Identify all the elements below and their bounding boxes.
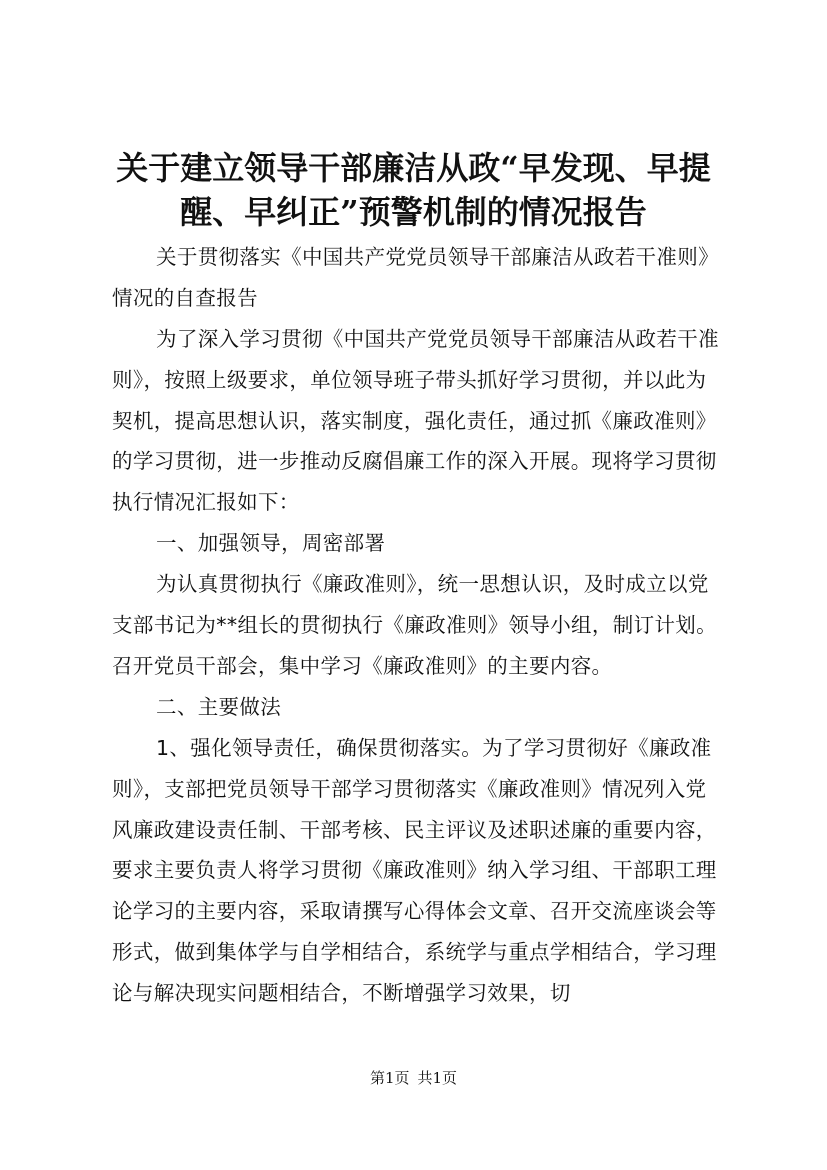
document-title-line-1: 关于建立领导干部廉洁从政“早发现、早提 [116, 149, 711, 187]
section-1-heading: 一、加强领导，周密部署 [156, 531, 386, 555]
document-title-line-2: 醒、早纠正”预警机制的情况报告 [180, 193, 647, 231]
section-2-item-1: 1、强化领导责任，确保贯彻落实。为了学习贯彻好《廉政准则》，支部把党员领导干部学习贯彻落实《廉政准则》情况列入党风廉政建设责任制、干部考核、民主评议及述职述廉的重要内容，要求主要负责人将学习贯彻《廉政准则》纳入学习组、干部职工理论学习的主要内容，采取请撰写心得体会文章、召开交流座谈会等形式，做到集体学与自学相结合，系统学与重点学相结合，学习理论与解决现实问题相结合，不断增强学习效果，切 [112, 736, 717, 1005]
page-number: 第1页 [369, 1069, 410, 1087]
page-total: 共1页 [417, 1069, 458, 1087]
report-subtitle: 关于贯彻落实《中国共产党党员领导干部廉洁从政若干准则》情况的自查报告 [112, 245, 719, 310]
section-1-body: 为认真贯彻执行《廉政准则》，统一思想认识，及时成立以党支部书记为**组长的贯彻执行《廉政准则》领导小组，制订计划。召开党员干部会，集中学习《廉政准则》的主要内容。 [112, 572, 717, 678]
intro-paragraph: 为了深入学习贯彻《中国共产党党员领导干部廉洁从政若干准则》，按照上级要求，单位领导班子带头抓好学习贯彻，并以此为契机，提高思想认识，落实制度，强化责任，通过抓《廉政准则》的学习贯彻，进一步推动反腐倡廉工作的深入开展。现将学习贯彻执行情况汇报如下： [112, 327, 719, 515]
section-2-heading: 二、主要做法 [156, 695, 282, 719]
page-footer [0, 1068, 827, 1088]
